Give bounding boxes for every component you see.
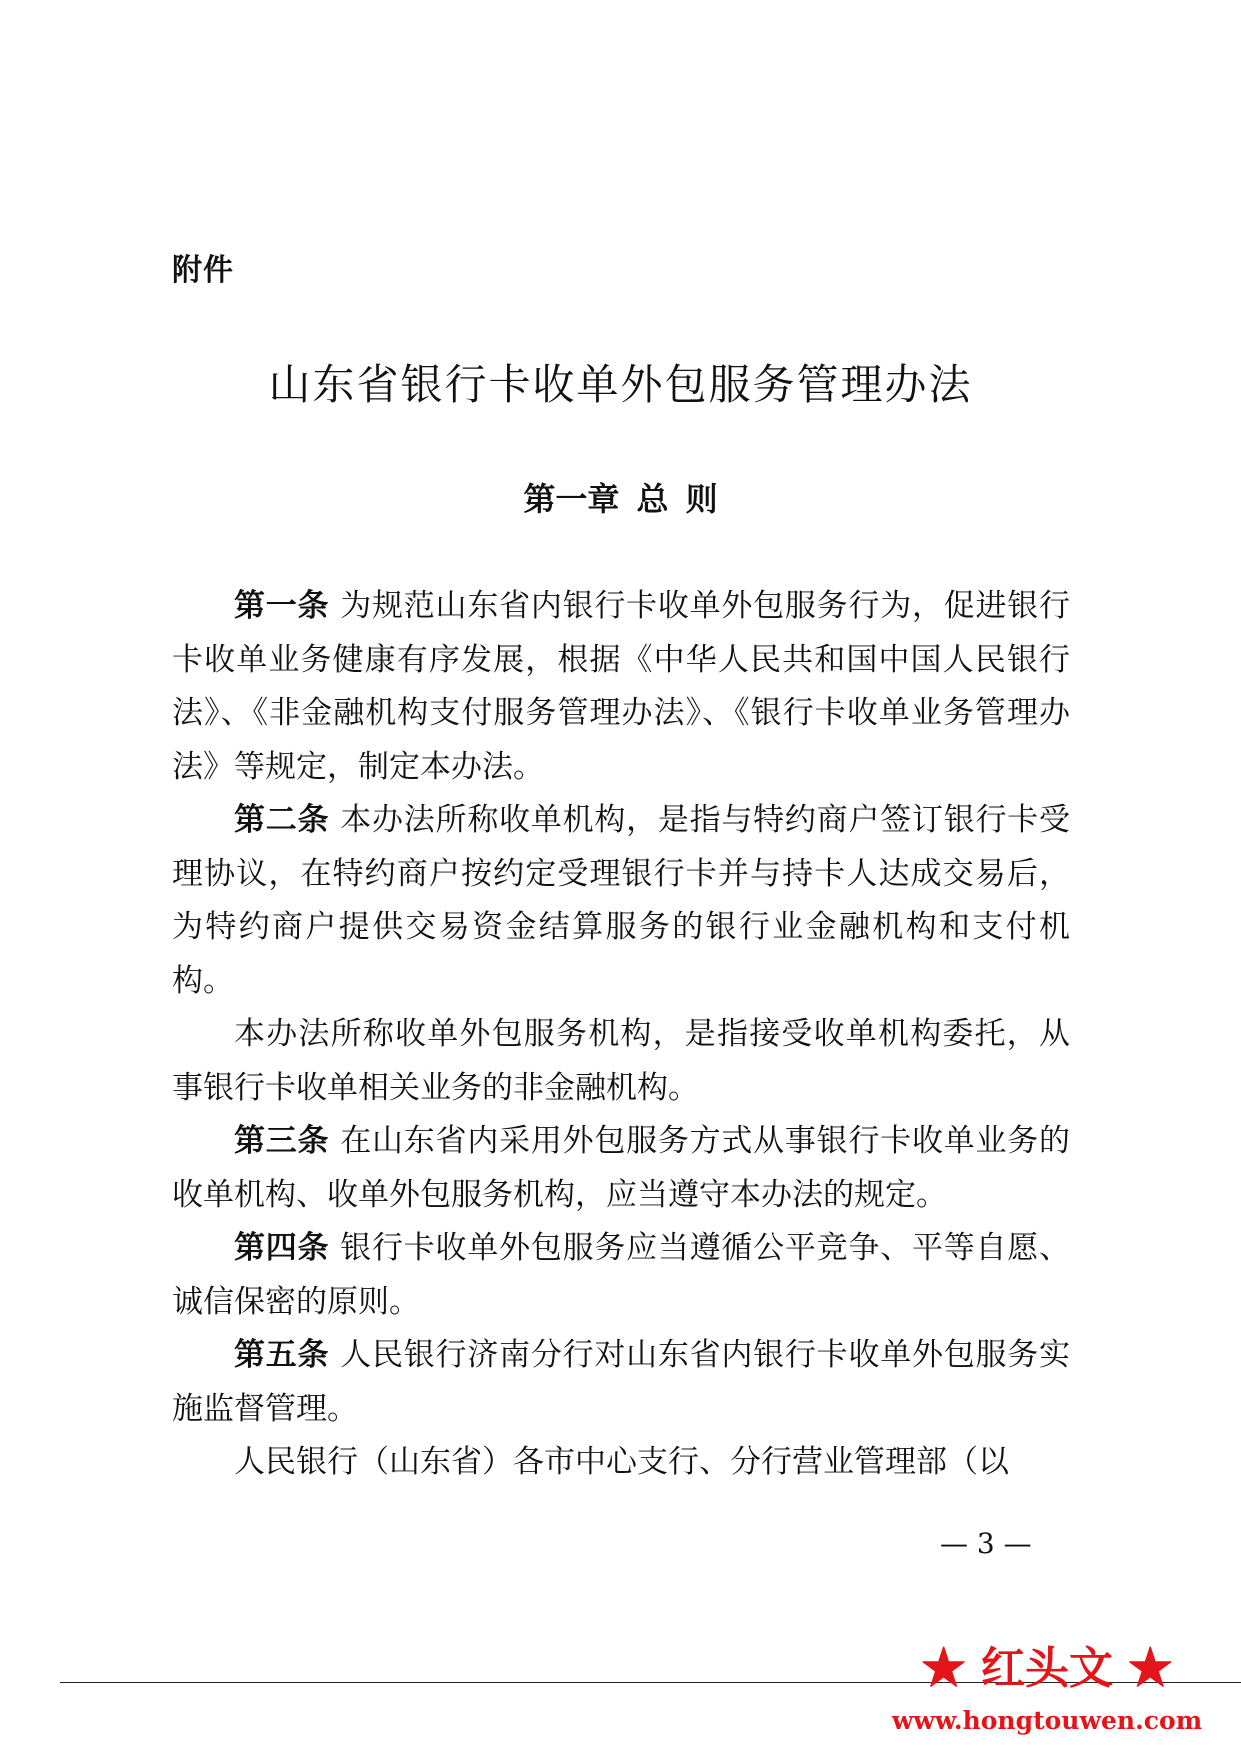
article-text: 本办法所称收单机构，是指与特约商户签订银行卡受理协议，在特约商户按约定受理银行卡并与持卡人达成交易后，为特约商户提供交易资金结算服务的银行业金融机构和支付机构。 [172,802,1071,999]
paragraph-article-5 [172,1329,1070,1436]
document-body [172,580,1070,1490]
paragraph-article-1 [172,580,1070,794]
attachment-label: 附件 [172,253,234,288]
article-number: 第五条 [234,1337,330,1373]
article-number: 第二条 [234,802,330,838]
site-watermark [862,1632,1232,1742]
paragraph-article-3 [172,1115,1070,1222]
article-text: 在山东省内采用外包服务方式从事银行卡收单业务的收单机构、收单外包服务机构，应当遵守本办法的规定。 [172,1123,1071,1213]
page-number: — 3 — [940,1527,1032,1560]
chapter-heading: 第一章 总 则 [523,480,718,518]
watermark-title: ★ 红头文 ★ [921,1643,1173,1694]
article-number: 第三条 [234,1123,330,1159]
article-text: 为规范山东省内银行卡收单外包服务行为，促进银行卡收单业务健康有序发展，根据《中华人民共和国中国人民银行法》、《非金融机构支付服务管理办法》、《银行卡收单业务管理办法》等规定，制定本办法。 [172,588,1071,785]
paragraph-article-4 [172,1222,1070,1329]
paragraph-article-5-cont [172,1436,1070,1490]
article-text: 银行卡收单外包服务应当遵循公平竞争、平等自愿、诚信保密的原则。 [172,1230,1071,1320]
article-text: 本办法所称收单外包服务机构，是指接受收单机构委托，从事银行卡收单相关业务的非金融机构。 [172,1016,1070,1106]
article-text: 人民银行济南分行对山东省内银行卡收单外包服务实施监督管理。 [172,1337,1071,1427]
article-text: 人民银行（山东省）各市中心支行、分行营业管理部（以 [234,1444,1009,1480]
paragraph-article-2 [172,794,1070,1008]
watermark-url: www.hongtouwen.com [891,1706,1203,1735]
article-number: 第一条 [234,588,330,624]
document-title: 山东省银行卡收单外包服务管理办法 [268,360,973,409]
paragraph-article-2-cont [172,1008,1070,1115]
article-number: 第四条 [234,1230,330,1266]
